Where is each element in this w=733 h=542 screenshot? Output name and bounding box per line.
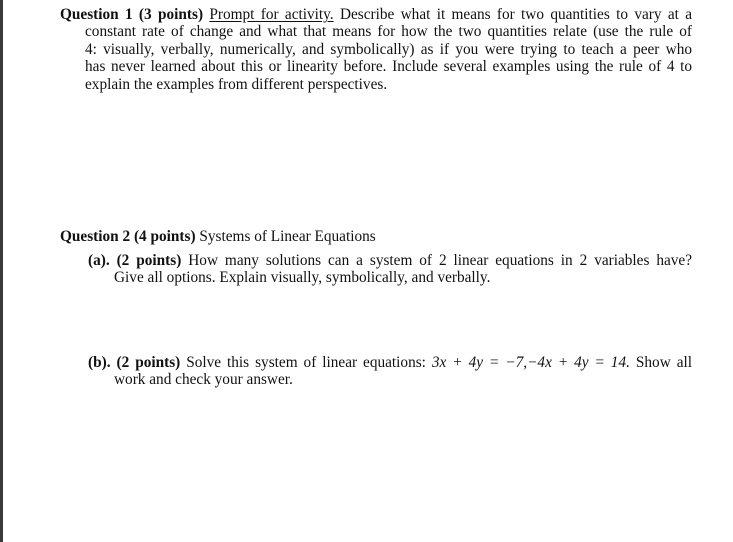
question-2-part-b xyxy=(88,354,692,389)
part-b-line-2: work and check your answer. xyxy=(114,371,293,389)
question-1-line-4: has never learned about this or linearity before. Include several examples using the rule of 4 to xyxy=(85,58,692,76)
part-b-label: (b). (2 points) xyxy=(88,354,181,371)
question-2-label: Question 2 (4 points) xyxy=(60,228,196,245)
question-1 xyxy=(60,6,692,93)
part-a-line-1: How many solutions can a system of 2 linear equations in 2 variables have? xyxy=(188,252,693,269)
question-1-first-line xyxy=(60,6,692,23)
part-a-label: (a). (2 points) xyxy=(88,252,182,269)
part-b-equation-1: 3x + 4y = −7, xyxy=(431,354,528,371)
part-b-first-line xyxy=(88,354,692,371)
left-page-edge xyxy=(0,0,3,542)
question-1-line-5: explain the examples from different perspectives. xyxy=(85,75,388,93)
part-b-line-1-text: Solve this system of linear equations: xyxy=(186,354,426,371)
part-a-first-line xyxy=(88,252,692,269)
question-1-line-2: constant rate of change and what that means for how the two quantities relate (use the rule of xyxy=(85,23,692,41)
question-2-part-a xyxy=(88,252,692,287)
question-1-title: Prompt for activity. xyxy=(209,6,334,23)
question-2-title: Systems of Linear Equations xyxy=(199,228,376,245)
question-1-label: Question 1 (3 points) xyxy=(60,6,204,23)
question-2-heading xyxy=(60,228,692,245)
part-a-line-2: Give all options. Explain visually, symbolically, and verbally. xyxy=(114,269,491,287)
part-b-equation-2: −4x + 4y = 14. xyxy=(527,354,630,371)
question-1-line-1: Describe what it means for two quantities to vary at a xyxy=(339,6,692,23)
question-1-line-3: 4: visually, verbally, numerically, and symbolically) as if you were trying to teach a peer who xyxy=(85,40,692,58)
part-b-line-1-tail: Show all xyxy=(635,354,692,371)
question-2 xyxy=(60,228,692,245)
